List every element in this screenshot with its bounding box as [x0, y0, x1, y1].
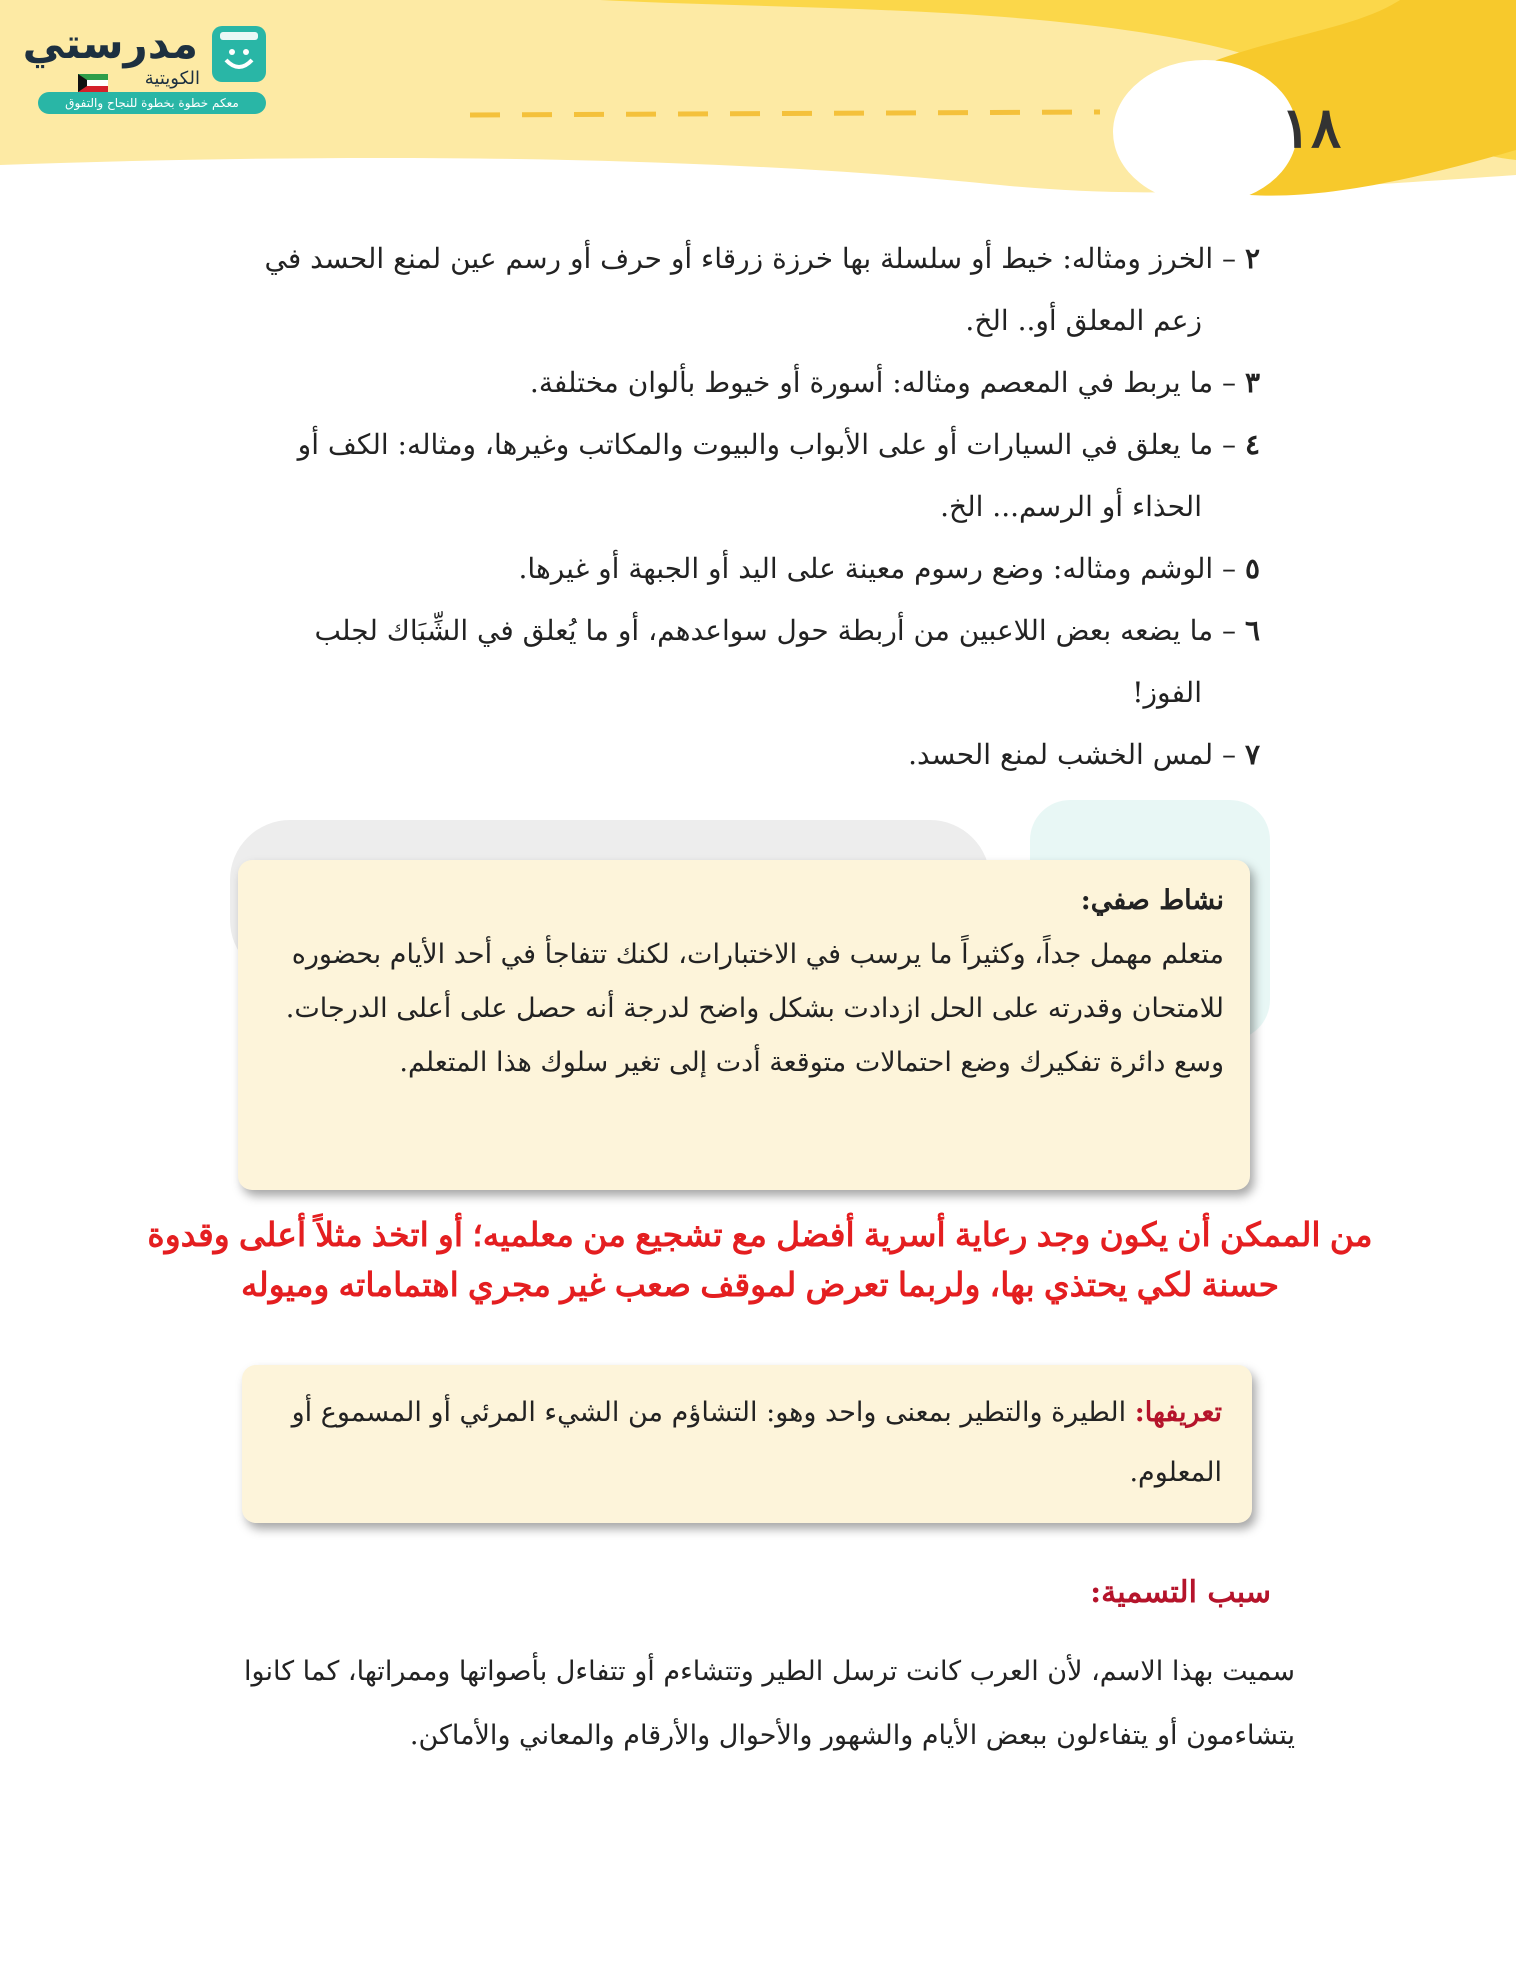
- list-item: ٢ – الخرز ومثاله: خيط أو سلسلة بها خرزة زرقاء أو حرف أو رسم عين لمنع الحسد في زعم المعلق أو.. الخ.: [264, 242, 1260, 337]
- book-smile-icon: [210, 24, 268, 86]
- activity-answer: [80, 1210, 1440, 1310]
- list-item: ٣ – ما يربط في المعصم ومثاله: أسورة أو خيوط بألوان مختلفة.: [529, 366, 1260, 399]
- answer-line-2: حسنة لكي يحتذي بها، ولربما تعرض لموقف صعب غير مجري اهتماماته وميوله: [240, 1266, 1280, 1303]
- logo: [22, 19, 268, 110]
- reason-title: سبب التسمية:: [1090, 1575, 1271, 1610]
- logo-subtitle: الكويتية: [144, 68, 200, 89]
- reason-text: سميت بهذا الاسم، لأن العرب كانت ترسل الطير وتتشاءم أو تتفاءل بأصواتها وممراتها، كما كانوا يتشاءمون أو يتفاءلون ببعض الأيام والشهور والأحوال والأرقام والمعاني والأماكن.: [244, 1656, 1295, 1751]
- activity-paragraph: متعلم مهمل جداً، وكثيراً ما يرسب في الاختبارات، لكنك تتفاجأ في أحد الأيام بحضوره للامتحان وقدرته على الحل ازدادت بشكل واضح لدرجة أنه حصل على أعلى الدرجات.: [285, 939, 1224, 1024]
- logo-slogan: معكم خطوة بخطوة للنجاح والتفوق: [38, 92, 266, 114]
- definition-label: تعريفها:: [1134, 1397, 1222, 1428]
- definition-box: [242, 1365, 1252, 1523]
- list-item: ٦ – ما يضعه بعض اللاعبين من أربطة حول سواعدهم، أو ما يُعلق في الشِّبَاك لجلب الفوز!: [314, 614, 1260, 709]
- list-item: ٤ – ما يعلق في السيارات أو على الأبواب والبيوت والمكاتب وغيرها، ومثاله: الكف أو الحذاء أو الرسم... الخ.: [297, 428, 1260, 523]
- page-number: ١٨: [1280, 95, 1342, 161]
- list-item: ٥ – الوشم ومثاله: وضع رسوم معينة على اليد أو الجبهة أو غيرها.: [518, 552, 1260, 585]
- superstition-list: [205, 228, 1260, 786]
- activity-question: وسع دائرة تفكيرك وضع احتمالات متوقعة أدت إلى تغير سلوك هذا المتعلم.: [399, 1047, 1224, 1078]
- list-item: ٧ – لمس الخشب لمنع الحسد.: [908, 738, 1260, 771]
- kuwait-flag-icon: [78, 74, 108, 92]
- definition-text: الطيرة والتطير بمعنى واحد وهو: التشاؤم من الشيء المرئي أو المسموع أو المعلوم.: [291, 1397, 1222, 1488]
- logo-title: مدرستي: [22, 19, 198, 68]
- activity-title: نشاط صفي:: [1080, 885, 1224, 916]
- answer-line-1: من الممكن أن يكون وجد رعاية أسرية أفضل مع تشجيع من معلميه؛ أو اتخذ مثلاً أعلى وقدوة: [147, 1216, 1373, 1253]
- activity-box: [238, 860, 1250, 1190]
